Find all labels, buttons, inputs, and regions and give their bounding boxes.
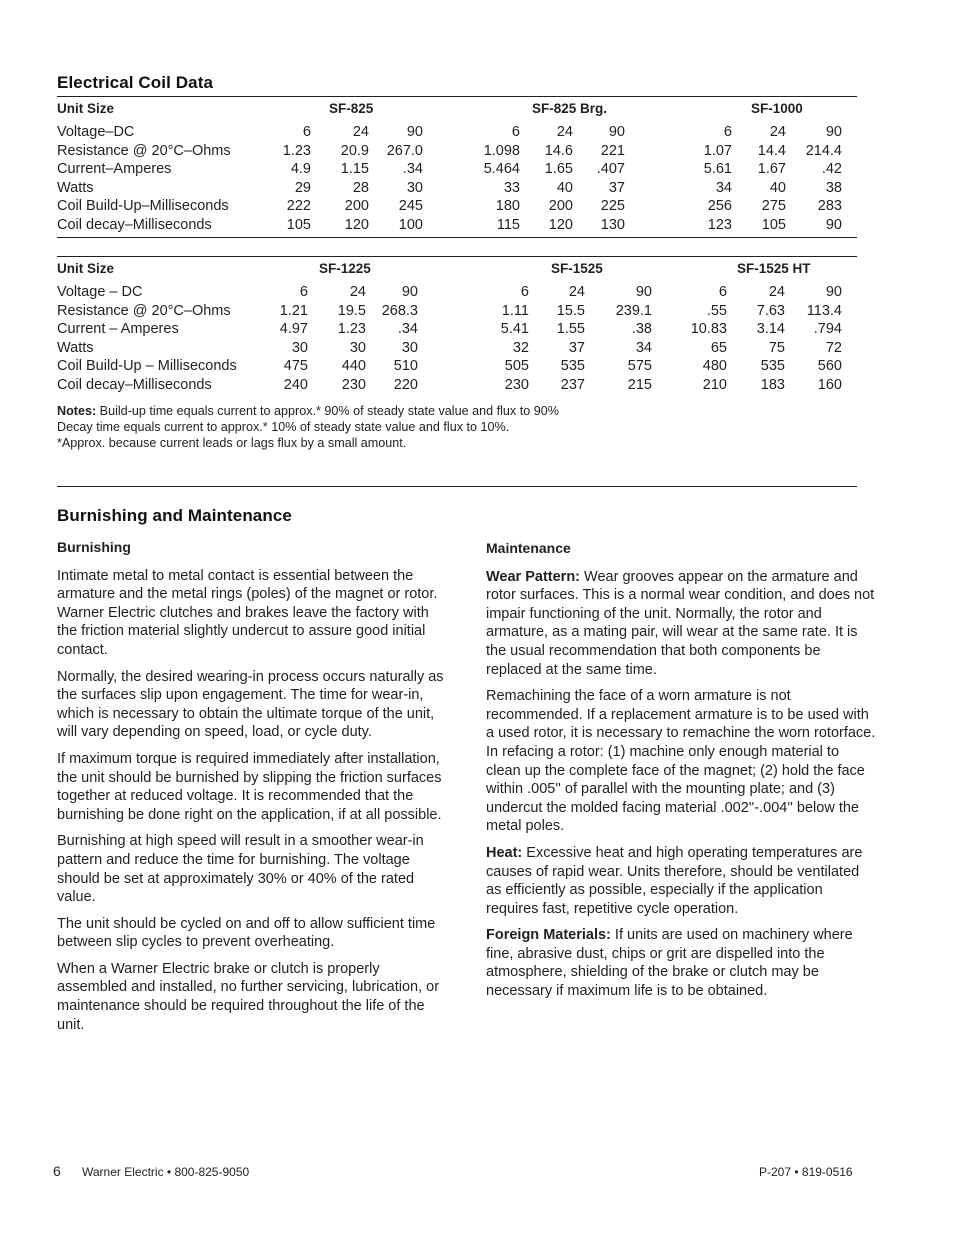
table-cell: 33	[503, 179, 520, 196]
table-cell: 200	[548, 198, 573, 215]
table-cell: 6	[718, 284, 727, 300]
table-row	[57, 180, 857, 199]
group-header: SF-825 Brg.	[532, 101, 608, 116]
row-label: Coil Build-Up–Milliseconds	[57, 198, 229, 215]
table-cell: 30	[349, 339, 366, 356]
row-label: Voltage–DC	[57, 124, 135, 140]
table-cell: 30	[401, 339, 418, 356]
table-header	[57, 97, 857, 119]
maintenance-column	[486, 539, 876, 1009]
table-cell: 6	[299, 284, 308, 300]
table-cell: 105	[761, 216, 786, 233]
table-cell: 1.15	[340, 161, 369, 178]
table-row	[57, 358, 857, 377]
table-cell: 40	[556, 179, 573, 196]
burnishing-para-1: Intimate metal to metal contact is essential between the armature and the metal rings (poles) of the magnet or rotor. Warner Electric clutches and brakes leave the factory with the friction material slightly undercut to assure good initial contact.	[57, 567, 438, 658]
row-label: Current–Amperes	[57, 161, 172, 178]
notes-line-2: Decay time equals current to approx.* 10% of steady state value and flux to 10%.	[57, 420, 510, 434]
table-cell: 115	[496, 216, 520, 233]
table-cell: 90	[406, 124, 423, 140]
foreign-materials-label: Foreign Materials:	[486, 927, 611, 944]
coil-notes	[57, 403, 559, 451]
table-cell: 14.4	[757, 142, 786, 159]
table-cell: 1.098	[483, 142, 520, 159]
group-header: SF-1525	[551, 261, 603, 276]
heat-para	[486, 844, 876, 918]
table-row	[57, 321, 857, 340]
table-cell: 6	[302, 124, 311, 140]
table-cell: 90	[825, 284, 842, 300]
table1-bottom-rule	[57, 237, 857, 238]
table-cell: 4.9	[290, 161, 311, 178]
table-cell: .34	[402, 161, 423, 178]
table-cell: 1.21	[279, 302, 308, 319]
row-label: Coil decay–Milliseconds	[57, 376, 212, 393]
coil-table-1	[57, 97, 857, 236]
row-label: Resistance @ 20°C–Ohms	[57, 142, 231, 159]
table-cell: 1.55	[556, 321, 585, 338]
table-row	[57, 377, 857, 396]
table-cell: 30	[291, 339, 308, 356]
burnishing-column	[57, 538, 449, 1042]
table-cell: 283	[817, 198, 842, 215]
group-header: SF-1000	[751, 101, 803, 116]
table-cell: 480	[702, 358, 727, 375]
table-cell: .794	[813, 321, 842, 338]
table-row	[57, 284, 857, 303]
table-cell: 5.41	[500, 321, 529, 338]
table-header	[57, 257, 857, 279]
table-cell: 6	[520, 284, 529, 300]
table-cell: 239.1	[615, 302, 652, 319]
table-cell: 237	[560, 376, 585, 393]
table-cell: 37	[608, 179, 625, 196]
table-cell: .42	[821, 161, 842, 178]
burnishing-title: Burnishing and Maintenance	[57, 506, 292, 525]
table-cell: 1.23	[337, 321, 366, 338]
unit-size-label: Unit Size	[57, 101, 115, 116]
coil-data-title: Electrical Coil Data	[57, 73, 214, 92]
foreign-materials-text: If units are used on machinery where fine, abrasive dust, chips or grit are dispelled into the atmosphere, shielding of the brake or clutch may be necessary if maximum life is to be obtained.	[486, 927, 853, 1000]
table-cell: 180	[495, 198, 520, 215]
row-label: Coil decay–Milliseconds	[57, 216, 212, 233]
heat-label: Heat:	[486, 844, 523, 861]
notes-label: Notes:	[57, 404, 97, 418]
burnishing-para-2: Normally, the desired wearing-in process occurs naturally as the surfaces slip upon engagement. The time for wear-in, which is necessary to obtain the ultimate torque of the unit, will vary depending on speed, load, or cycle duty.	[57, 668, 444, 741]
table-cell: 160	[817, 376, 842, 393]
table-cell: 225	[600, 198, 625, 215]
table-cell: 1.11	[501, 302, 529, 319]
table-cell: 575	[627, 358, 652, 375]
table-cell: 28	[352, 179, 369, 196]
table-cell: 535	[560, 358, 585, 375]
table-cell: 24	[349, 284, 366, 300]
wear-pattern-text: Wear grooves appear on the armature and rotor surfaces. This is a normal wear condition, and does not impair functioning of the unit. Normally, the rotor and armature, as a mating pair, will wear at the same rate. It is the usual recommendation that both components be replaced at the same time.	[486, 568, 875, 678]
burnishing-para-6: When a Warner Electric brake or clutch is properly assembled and installed, no further servicing, lubrication, or maintenance should be required throughout the life of the unit.	[57, 960, 440, 1033]
table-row	[57, 143, 857, 162]
table-cell: 24	[768, 284, 785, 300]
row-label: Watts	[57, 179, 94, 196]
table-cell: 245	[398, 198, 423, 215]
section-divider	[57, 486, 857, 487]
table-cell: 72	[825, 339, 842, 356]
table-cell: 32	[512, 339, 529, 356]
table-cell: .55	[706, 302, 727, 319]
table-cell: 30	[406, 179, 423, 196]
table-row	[57, 124, 857, 143]
unit-size-label: Unit Size	[57, 261, 115, 276]
table-cell: 34	[635, 339, 652, 356]
table-cell: 214.4	[805, 142, 842, 159]
table-cell: 475	[283, 358, 308, 375]
table-cell: 24	[769, 124, 786, 140]
table-cell: 1.23	[282, 142, 311, 159]
table-cell: 210	[702, 376, 727, 393]
table-cell: .407	[596, 161, 625, 178]
table-cell: 5.61	[703, 161, 732, 178]
table-cell: 24	[556, 124, 573, 140]
table-cell: 29	[294, 179, 311, 196]
table-row	[57, 340, 857, 359]
table-cell: 240	[283, 376, 308, 393]
table-row	[57, 198, 857, 217]
table-cell: 7.63	[756, 302, 785, 319]
notes-line-3: *Approx. because current leads or lags flux by a small amount.	[57, 436, 407, 450]
row-label: Coil Build-Up – Milliseconds	[57, 358, 237, 375]
table-cell: 1.07	[703, 142, 732, 159]
heat-text: Excessive heat and high operating temperatures are causes of rapid wear. Units therefore, should be ventilated as efficiently as possible, especially if the application requires fast, repetitive cycle operation.	[486, 844, 863, 917]
table-cell: 113.4	[806, 302, 842, 319]
group-header: SF-825	[329, 101, 374, 116]
footer-company: Warner Electric • 800-825-9050	[82, 1165, 250, 1179]
table-cell: 10.83	[690, 321, 727, 338]
table-cell: 120	[548, 216, 573, 233]
table-cell: 90	[401, 284, 418, 300]
table-cell: 275	[761, 198, 786, 215]
foreign-materials-para	[486, 926, 876, 1000]
table-cell: 267.0	[386, 142, 423, 159]
row-label: Watts	[57, 339, 94, 356]
notes-line-1: Build-up time equals current to approx.* 90% of steady state value and flux to 90%	[96, 404, 559, 418]
table-cell: 4.97	[279, 321, 308, 338]
table-cell: 220	[393, 376, 418, 393]
table-cell: 24	[352, 124, 369, 140]
table-cell: 90	[635, 284, 652, 300]
table-cell: 75	[768, 339, 785, 356]
remachining-para: Remachining the face of a worn armature is not recommended. If a replacement armature is to be used with a used rotor, it is necessary to remachine the worn rotorface. In refacing a rotor: (1) machine only enough material to clean up the complete face of the magnet; (2) hold the face within .005'' of parallel with the mounting plate; and (3) undercut the molded facing material .002''-.004'' below the metal poles.	[486, 688, 876, 835]
table-cell: 19.5	[337, 302, 366, 319]
wear-pattern-label: Wear Pattern:	[486, 568, 581, 585]
table-cell: 90	[608, 124, 625, 140]
table-cell: 215	[627, 376, 652, 393]
table-cell: 90	[825, 216, 842, 233]
table-row	[57, 303, 857, 322]
table-cell: 100	[398, 216, 423, 233]
table-cell: 24	[568, 284, 585, 300]
table-cell: 560	[817, 358, 842, 375]
table-cell: 65	[710, 339, 727, 356]
table-cell: 505	[504, 358, 529, 375]
table-cell: 5.464	[483, 161, 520, 178]
table-cell: 222	[286, 198, 311, 215]
group-header: SF-1225	[319, 261, 371, 276]
table-cell: 34	[715, 179, 732, 196]
burnishing-para-4: Burnishing at high speed will result in a smoother wear-in pattern and reduce the time for burnishing. The voltage should be set at approximately 30% or 40% of the rated value.	[57, 833, 424, 906]
table-cell: 123	[707, 216, 732, 233]
page-number: 6	[53, 1163, 61, 1179]
table-cell: 1.65	[544, 161, 573, 178]
table-cell: 6	[511, 124, 520, 140]
table-cell: 90	[825, 124, 842, 140]
table-row	[57, 217, 857, 236]
table-cell: 221	[600, 142, 625, 159]
table-cell: 230	[504, 376, 529, 393]
table-cell: 37	[568, 339, 585, 356]
table-cell: 440	[341, 358, 366, 375]
table-cell: 40	[769, 179, 786, 196]
maintenance-heading: Maintenance	[486, 540, 571, 556]
wear-pattern-para	[486, 568, 876, 680]
table-cell: 6	[723, 124, 732, 140]
table-cell: 105	[286, 216, 311, 233]
table-cell: 256	[707, 198, 732, 215]
table-cell: 38	[825, 179, 842, 196]
table-cell: 183	[760, 376, 785, 393]
table-row	[57, 161, 857, 180]
table-cell: 20.9	[340, 142, 369, 159]
table-cell: 1.67	[757, 161, 786, 178]
table-cell: 230	[341, 376, 366, 393]
table-cell: 14.6	[544, 142, 573, 159]
row-label: Voltage – DC	[57, 284, 143, 300]
footer-doc-code: P-207 • 819-0516	[759, 1165, 853, 1179]
table-cell: 268.3	[381, 302, 418, 319]
table-cell: 15.5	[556, 302, 585, 319]
table-cell: 120	[344, 216, 369, 233]
table-cell: .38	[631, 321, 652, 338]
group-header: SF-1525 HT	[737, 261, 811, 276]
coil-table-2	[57, 257, 857, 396]
burnishing-para-5: The unit should be cycled on and off to allow sufficient time between slip cycles to prevent overheating.	[57, 915, 436, 951]
table-cell: .34	[397, 321, 418, 338]
table-cell: 200	[344, 198, 369, 215]
row-label: Resistance @ 20°C–Ohms	[57, 302, 231, 319]
table-cell: 130	[600, 216, 625, 233]
row-label: Current – Amperes	[57, 321, 179, 338]
table-cell: 535	[760, 358, 785, 375]
burnishing-para-3: If maximum torque is required immediately after installation, the unit should be burnished by slipping the friction surfaces together at reduced voltage. It is recommended that the burnishing be done right on the application, if at all possible.	[57, 750, 442, 823]
burnishing-heading: Burnishing	[57, 539, 131, 555]
table-cell: 510	[393, 358, 418, 375]
table-cell: 3.14	[756, 321, 785, 338]
